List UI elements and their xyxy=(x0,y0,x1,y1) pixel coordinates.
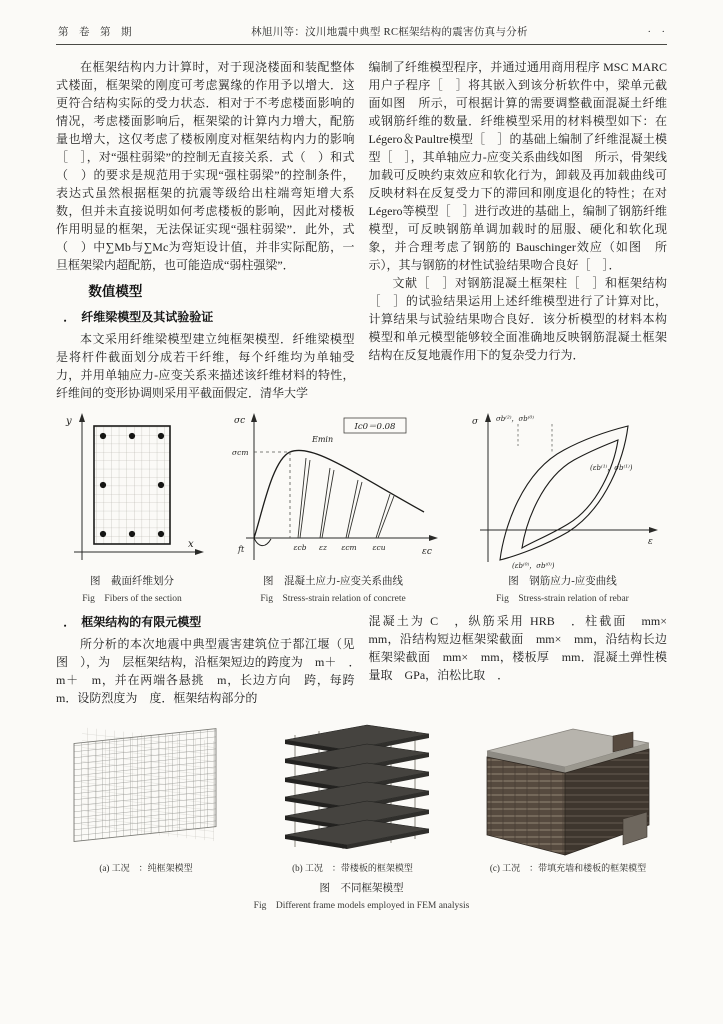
figure-caption xyxy=(222,573,444,604)
fem-right-column xyxy=(368,612,680,707)
x-axis-label: ε xyxy=(648,537,653,547)
x-axis-label: εc xyxy=(422,547,432,557)
emin-label: Emin xyxy=(312,435,334,444)
paragraph-fiber-program: 编制了纤维模型程序，并通过通用商用程序 MSC MARC用户子程序［ ］将其嵌入到该分析软件中，梁单元截面如图 所示，可根据计算的需要调整截面混凝土纤维或钢筋纤维的数量．纤维模型采用的材料模型如下：在 Légero＆Paultre模型［ ］的基础上编制了纤维混凝土模型［ ］，其单轴应力-应变关系曲线如图 所示，骨架线加载可反映约束效应和软化行为，卸载及再加载曲线可反映材料在反复受力下的滞回和刚度退化的特性；在对 Légero等模型［ ］进行改进的基础上，编制了钢筋纤维模型，可反映钢筋单调加载时的屈服、硬化和软化现象，并合理考虑了钢筋的 Bauschinger效应（如图 所示），其与钢筋的材性试验结果吻合良好［ ］． xyxy=(368,60,667,272)
paragraph-frame-internal-force: 在框架结构内力计算时，对于现浇楼面和装配整体式楼面，框架梁的刚度可考虑翼缘的作用予以增大．这更符合结构实际的受力状态．相对于不考虑楼面影响的情况，考虑楼面影响后，框架梁的计算内力增大，配筋量也增大，这仅考虑了楼板刚度对框架结构内力的影响［ ］，对“强柱弱梁”的控制无直接关系．式（ ）和式（ ）的要求是规范用于实现“强柱弱梁”的控制条件，表达式虽然根据框架的抗震等级给出柱端弯矩增大系数，但并未直接说明如何考虑楼板的影响，因此对楼板作用明显的框架，无法保证实现“强柱弱梁”．此外，式（ ）中∑Mb与∑Mc为弯矩设计值，并非实际配筋，一旦框架梁内超配筋，也可能造成“弱柱强梁”． xyxy=(56,60,355,272)
figure-fiber-section xyxy=(58,410,206,604)
paragraph-material-properties: 混凝土为 C ，纵筋采用 HRB ．柱截面 mm× mm，沿结构短边框架梁截面 mm× mm，沿结构长边框架梁截面 mm× mm，楼板厚 mm．混凝土弹性模量取 GPa，泊松比取 ． xyxy=(368,614,680,682)
right-column xyxy=(369,58,668,402)
models-caption-zh: 图 不同框架模型 xyxy=(319,883,404,894)
x-tick-labels xyxy=(293,543,385,552)
floor-slabs xyxy=(285,725,429,849)
unload-reload-loops xyxy=(298,458,394,538)
page-number: · · xyxy=(647,27,665,38)
figure3-caption-en: Fig Stress-strain relation of rebar xyxy=(496,594,629,604)
front-wall xyxy=(487,757,565,855)
ft-label: ft xyxy=(238,545,245,554)
figure-concrete-curve xyxy=(222,410,444,604)
svg-text:εcu: εcu xyxy=(372,543,386,552)
frame-models-row xyxy=(60,717,663,874)
frame-with-walls-image xyxy=(473,717,663,859)
y-axis-arrow xyxy=(79,413,85,422)
figure-rebar-curve xyxy=(460,410,665,604)
svg-text:εcb: εcb xyxy=(293,543,307,552)
journal-header xyxy=(56,24,667,44)
concrete-stress-strain-plot xyxy=(222,410,444,570)
model-frame-with-slabs xyxy=(267,717,439,874)
y-axis-label: σ xyxy=(472,417,479,427)
model-b-caption: (b) 工况 ：带楼板的框架模型 xyxy=(292,863,413,873)
x-axis-arrow xyxy=(649,527,658,533)
text-columns-top xyxy=(56,58,667,402)
top-labels: σb⁽²⁾，σb⁽⁰⁾ xyxy=(496,415,535,423)
x-axis-arrow xyxy=(195,549,204,555)
section-heading-numerical-model: 数值模型 xyxy=(88,284,143,299)
x-axis-label: x xyxy=(188,539,194,550)
paragraph-fiber-model-intro: 本文采用纤维梁模型建立纯框架模型．纤维梁模型是将杆件截面划分成若干纤维，每个纤维均为单轴受力，并用单轴应力-应变关系来描述该纤维材料的特性，纤维间的变形协调则采用平截面假定．清华大学 xyxy=(56,332,355,400)
paragraph-building-description: 所分析的本次地震中典型震害建筑位于都江堰（见图 ），为 层框架结构，沿框架短边的跨度为 m＋ ． m＋ m，并在两端各悬挑 m，长边方向 跨，每跨 m．设防烈度为 度．框架结构部分的 xyxy=(56,637,367,705)
fem-left-column xyxy=(56,612,367,707)
model-pure-frame xyxy=(60,717,232,874)
header-rule xyxy=(56,44,667,45)
y-axis-arrow xyxy=(485,413,491,422)
svg-text:εcm: εcm xyxy=(341,543,357,552)
right-label: (εb⁽¹⁾，σb⁽¹⁾) xyxy=(590,464,633,472)
subsection-heading-fiber-beam-model: ． 纤维梁模型及其试验验证 xyxy=(63,310,214,324)
model-a-caption: (a) 工况 ：纯框架模型 xyxy=(99,863,193,873)
running-title: 林旭川等：汶川地震中典型 RC框架结构的震害仿真与分析 xyxy=(251,27,528,38)
rebar-stress-strain-plot xyxy=(460,410,665,570)
pure-frame-wireframe-image xyxy=(60,717,232,859)
figures-row xyxy=(58,410,665,604)
annotation-box-label: Ic0＝0.08 xyxy=(354,422,396,432)
annotation-guides xyxy=(518,424,552,454)
subsection-heading-fem-model: ． 框架结构的有限元模型 xyxy=(63,615,202,629)
sigma-cm-label: σcm xyxy=(232,448,249,457)
y-axis-label: y xyxy=(66,416,72,427)
figure3-caption-zh: 图 钢筋应力-应变曲线 xyxy=(508,576,617,587)
paragraph-validation: 文献［ ］对钢筋混凝土框架柱［ ］和框架结构［ ］的试验结果运用上述纤维模型进行了计算对比，计算结果与试验结果吻合良好．该分析模型的材料本构模型和单元模型能够较全面准确地反映钢筋混凝土框架结构在反复地震作用下的复杂受力行为． xyxy=(368,276,667,362)
model-c-caption: (c) 工况 ：带填充墙和楼板的框架模型 xyxy=(489,863,647,873)
tension-branch xyxy=(254,538,271,546)
svg-text:εz: εz xyxy=(319,543,327,552)
text-columns-fem xyxy=(56,612,680,707)
figure-caption xyxy=(460,573,665,604)
x-axis-arrow xyxy=(429,535,438,541)
figure1-caption-en: Fig Fibers of the section xyxy=(82,594,182,604)
figure-caption xyxy=(58,573,206,604)
frame-with-slabs-image xyxy=(267,717,439,859)
figure2-caption-en: Fig Stress-strain relation of concrete xyxy=(260,594,406,604)
models-figure-caption xyxy=(56,880,667,911)
fiber-section-plot xyxy=(58,410,206,570)
y-axis-arrow xyxy=(251,413,257,422)
left-column xyxy=(56,58,355,402)
issue-info: 第 卷 第 期 xyxy=(58,27,132,38)
models-caption-en: Fig Different frame models employed in FEM analysis xyxy=(253,901,470,911)
figure1-caption-zh: 图 截面纤维划分 xyxy=(90,576,174,587)
y-axis-label: σc xyxy=(234,416,246,426)
bottom-label: (εb⁽⁰⁾，σb⁽⁰⁾) xyxy=(512,562,555,570)
peak-guides xyxy=(254,452,290,538)
hysteresis-loops xyxy=(500,426,628,560)
skeleton-curve xyxy=(254,450,424,538)
model-frame-with-walls xyxy=(473,717,663,874)
figure2-caption-zh: 图 混凝土应力-应变关系曲线 xyxy=(263,576,403,587)
